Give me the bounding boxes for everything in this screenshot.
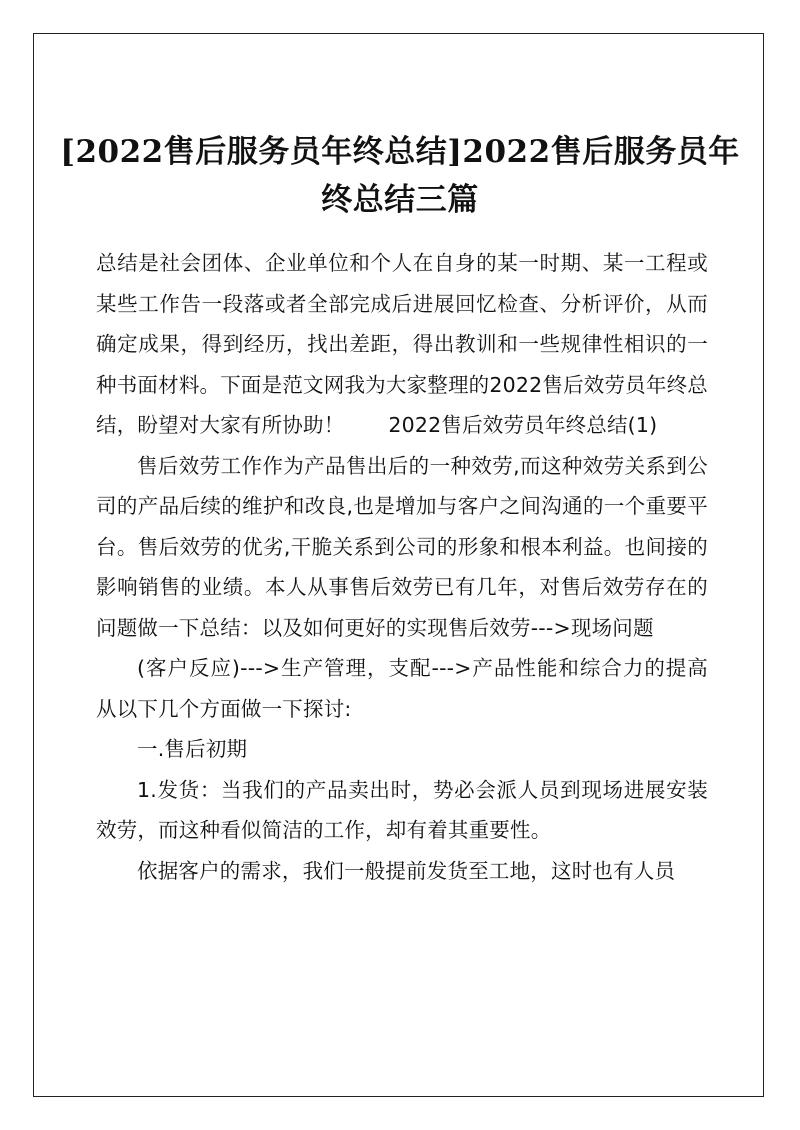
paragraph-customer-needs: 依据客户的需求，我们一般提前发货至工地，这时也有人员 <box>137 858 676 883</box>
paragraph-customer-feedback: (客户反应)--->生产管理，支配--->产品性能和综合力的提高从以下几个方面做一下探讨: <box>96 656 708 721</box>
paragraph-intro <box>96 243 708 446</box>
document-body <box>96 243 708 891</box>
section-heading-early-stage: 一.售后初期 <box>137 737 248 761</box>
document-title: [2022售后服务员年终总结]2022售后服务员年终总结三篇 <box>60 134 740 218</box>
paragraph-shipping: 1.发货：当我们的产品卖出时，势必会派人员到现场进展安装效劳，而这种看似简洁的工作，却有着其重要性。 <box>96 777 708 842</box>
paragraph-service-overview: 售后效劳工作作为产品售出后的一种效劳,而这种效劳关系到公司的产品后续的维护和改良,也是增加与客户之间沟通的一个重要平台。售后效劳的优劣,干脆关系到公司的形象和根本利益。也间接的影响销售的业绩。本人从事售后效劳已有几年，对售后效劳存在的问题做一下总结：以及如何更好的实现售后效劳--->现场问题 <box>96 453 708 640</box>
paragraph-intro-text: 总结是社会团体、企业单位和个人在自身的某一时期、某一工程或某些工作告一段落或者全部完成后进展回忆检查、分析评价，从而确定成果，得到经历，找出差距，得出教训和一些规律性相识的一种书面材料。下面是范文网我为大家整理的2022售后效劳员年终总结，盼望对大家有所协助！ <box>96 251 708 437</box>
section-heading-inline: 2022售后效劳员年终总结(1) <box>388 413 658 437</box>
